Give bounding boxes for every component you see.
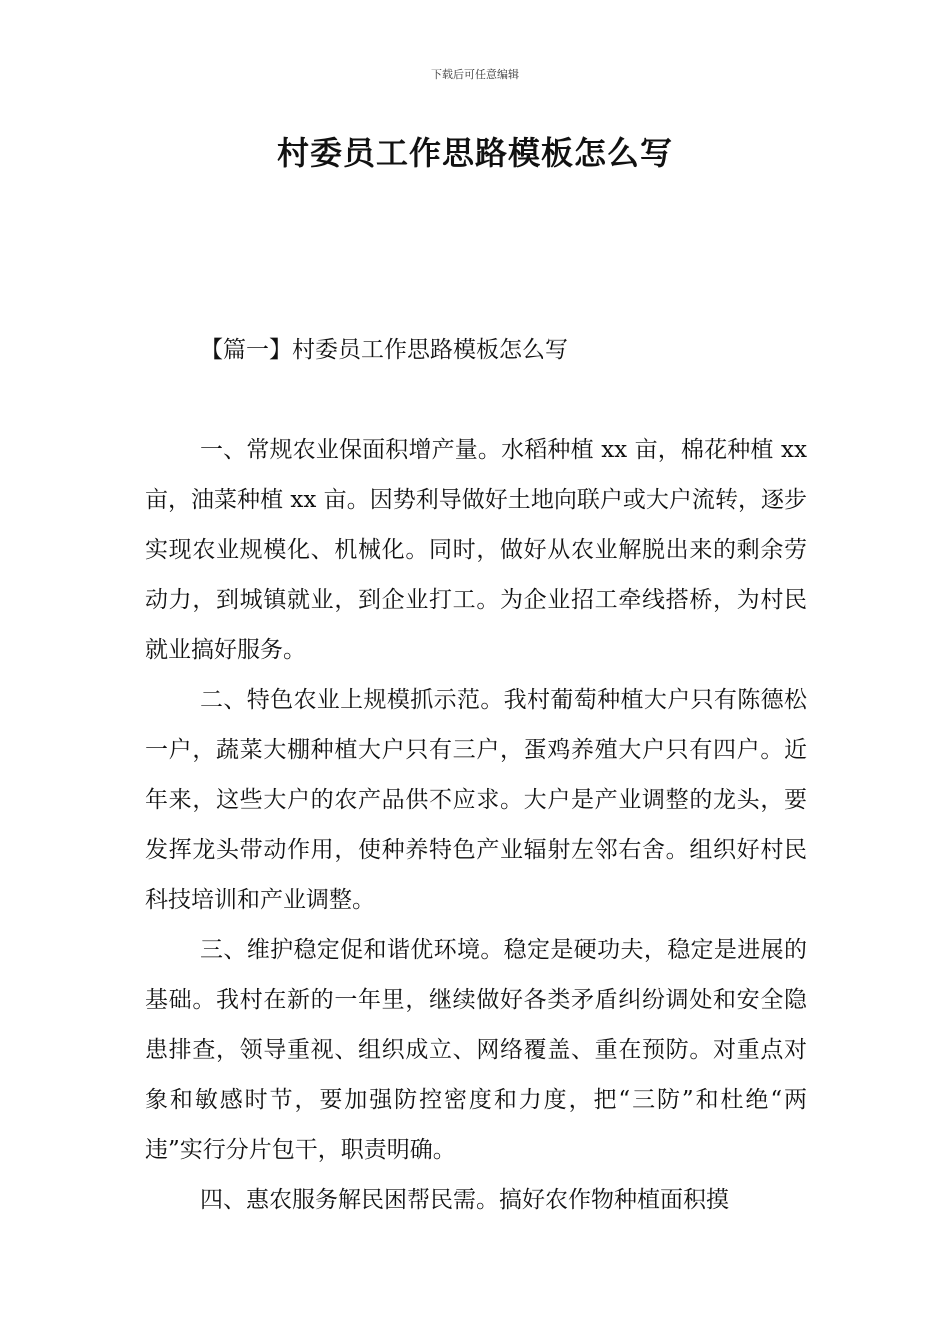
paragraph-specialty-agriculture: 二、特色农业上规模抓示范。我村葡萄种植大户只有陈德松一户，蔬菜大棚种植大户只有三户，蛋鸡养殖大户只有四户。近年来，这些大户的农产品供不应求。大户是产业调整的龙头，要发挥龙头带动作用，使种养特色产业辐射左邻右舍。组织好村民科技培训和产业调整。: [145, 687, 807, 913]
document-title: 村委员工作思路模板怎么写: [276, 134, 673, 172]
paragraph-conventional-agriculture: 一、常规农业保面积增产量。水稻种植 xx 亩，棉花种植 xx 亩，油菜种植 xx 亩。因势利导做好土地向联户或大户流转，逐步实现农业规模化、机械化。同时，做好从农业解脱出来的剩余劳动力，到城镇就业，到企业打工。为企业招工牵线搭桥，为村民就业搞好服务。: [145, 437, 807, 663]
section-heading: 【篇一】村委员工作思路模板怎么写: [200, 337, 568, 363]
document-body: [145, 425, 807, 1225]
paragraph-agricultural-services: 四、惠农服务解民困帮民需。搞好农作物种植面积摸: [200, 1187, 729, 1213]
download-editable-note: 下载后可任意编辑: [431, 68, 519, 81]
paragraph-stability-harmony: 三、维护稳定促和谐优环境。稳定是硬功夫，稳定是进展的基础。我村在新的一年里，继续做好各类矛盾纠纷调处和安全隐患排查，领导重视、组织成立、网络覆盖、重在预防。对重点对象和敏感时节，要加强防控密度和力度，把“三防”和杜绝“两违”实行分片包干，职责明确。: [145, 937, 807, 1163]
